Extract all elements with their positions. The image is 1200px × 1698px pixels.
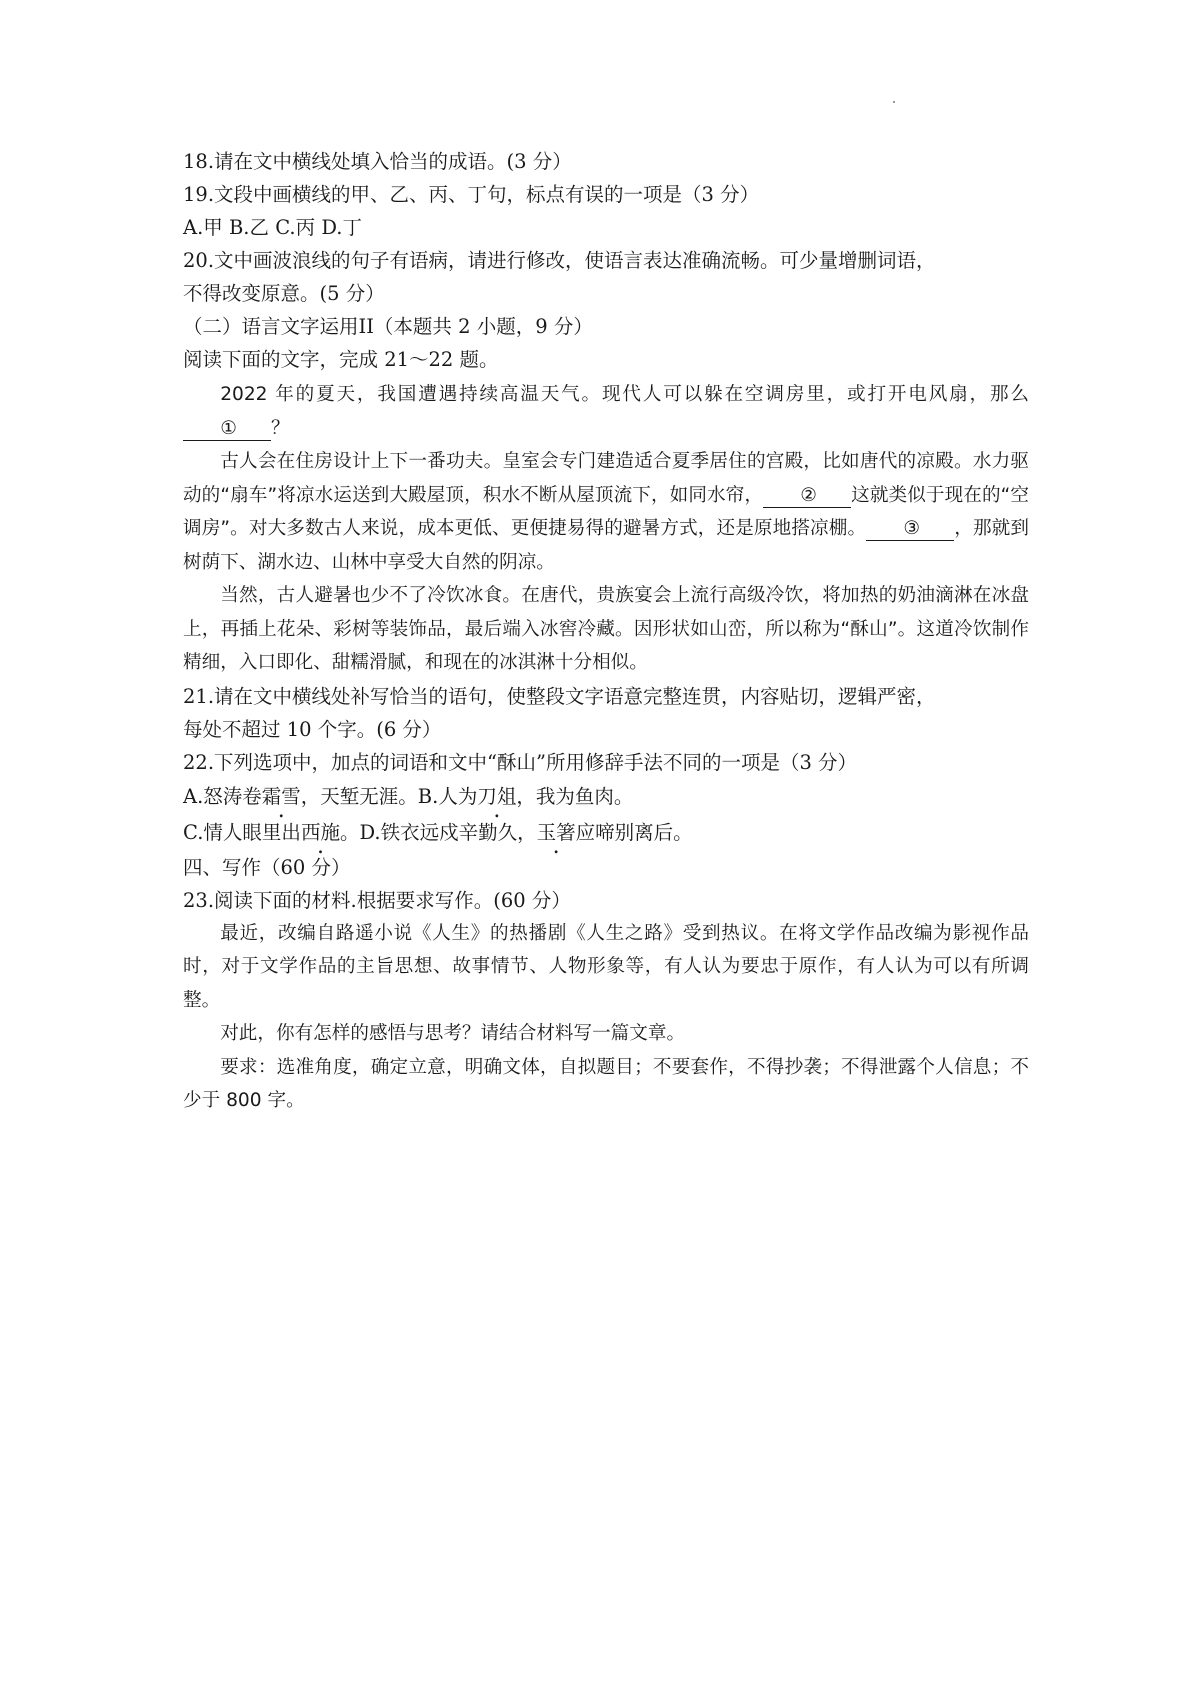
scan-dot	[893, 101, 895, 103]
passage-p2-part1: 古人会在住房设计上下一番功夫。皇室会专门建造适合夏季居住的宫殿，比如唐代的凉殿。水力驱动的“扇车”将凉水运送到大殿屋顶，积水不断从屋顶流下，如同水帘，	[183, 451, 1029, 506]
blank-2: ②	[763, 485, 851, 508]
passage-p2-part2: 这就类似于现在的“空调房”。对大多数古人来说，成本更低、更便捷易得的避暑方式，还是原地搭凉棚。	[183, 484, 1029, 539]
question-22: 22.下列选项中，加点的词语和文中“酥山”所用修辞手法不同的一项是（3 分）	[183, 750, 858, 774]
question-23: 23.阅读下面的材料.根据要求写作。(60 分）	[183, 888, 571, 912]
passage-p2-part3: ，那就到树荫下、湖水边、山林中享受大自然的阴凉。	[183, 518, 1029, 573]
question-22-options-cd	[183, 815, 1029, 851]
blank-3: ③	[866, 518, 954, 541]
option-b-suffix: ，我为鱼肉。	[516, 784, 634, 808]
option-c-d-prefix: 。D.铁衣远戍辛勤久，	[339, 820, 537, 844]
passage-paragraph-1	[183, 378, 1029, 445]
option-d-emphasized: 玉箸	[536, 820, 576, 844]
passage-paragraph-2	[183, 445, 1029, 579]
passage-paragraph-3: 当然，古人避暑也少不了冷饮冰食。在唐代，贵族宴会上流行高级冷饮，将加热的奶油滴淋在冰盘上，再插上花朵、彩树等装饰品，最后端入冰窖冷藏。因形状如山峦，所以称为“酥山”。这道冷饮制作精细，入口即化、甜糯滑腻，和现在的冰淇淋十分相似。	[183, 585, 1029, 673]
question-20-line2: 不得改变原意。(5 分）	[183, 282, 385, 305]
option-c-emphasized: 西施	[300, 820, 340, 844]
page-content	[183, 145, 1029, 1118]
question-19: 19.文段中画横线的甲、乙、丙、丁句，标点有误的一项是（3 分）	[183, 183, 760, 206]
question-19-options: A.甲 B.乙 C.丙 D.丁	[183, 216, 362, 239]
option-d-suffix: 应啼别离后。	[575, 820, 693, 844]
question-21-line2: 每处不超过 10 个字。(6 分）	[183, 717, 442, 741]
option-c-prefix: C.情人眼里出	[183, 820, 301, 844]
option-a-emphasized: 霜雪	[261, 784, 301, 808]
essay-prompt: 对此，你有怎样的感悟与思考？请结合材料写一篇文章。	[220, 1023, 686, 1044]
question-21-line1: 21.请在文中横线处补写恰当的语句，使整段文字语意完整连贯，内容贴切，逻辑严密，	[183, 684, 936, 708]
passage-p1-text: 2022 年的夏天，我国遭遇持续高温天气。现代人可以躲在空调房里，或打开电风扇，那么	[220, 384, 1029, 405]
blank-1: ①	[183, 418, 271, 441]
section-4-heading: 四、写作（60 分）	[183, 855, 351, 879]
question-22-options-ab	[183, 779, 1029, 815]
option-a-b-prefix: ，天堑无涯。B.人为	[300, 784, 478, 808]
question-20-line1: 20.文中画波浪线的句子有语病，请进行修改，使语言表达准确流畅。可少量增删词语，	[183, 249, 936, 272]
essay-material: 最近，改编自路遥小说《人生》的热播剧《人生之路》受到热议。在将文学作品改编为影视作品时，对于文学作品的主旨思想、故事情节、人物形象等，有人认为要忠于原作，有人认为可以有所调整。	[183, 922, 1029, 1011]
question-18: 18.请在文中横线处填入恰当的成语。(3 分）	[183, 150, 572, 173]
section-2-heading: （二）语言文字运用II（本题共 2 小题，9 分）	[183, 315, 593, 338]
section-2-instruction: 阅读下面的文字，完成 21～22 题。	[183, 348, 499, 371]
essay-requirements: 要求：选准角度，确定立意，明确文体，自拟题目；不要套作，不得抄袭；不得泄露个人信息；不少于 800 字。	[183, 1056, 1029, 1111]
option-b-emphasized: 刀俎	[477, 784, 517, 808]
option-a-prefix: A.怒涛卷	[183, 784, 262, 808]
passage-p1-end: ？	[271, 417, 290, 439]
